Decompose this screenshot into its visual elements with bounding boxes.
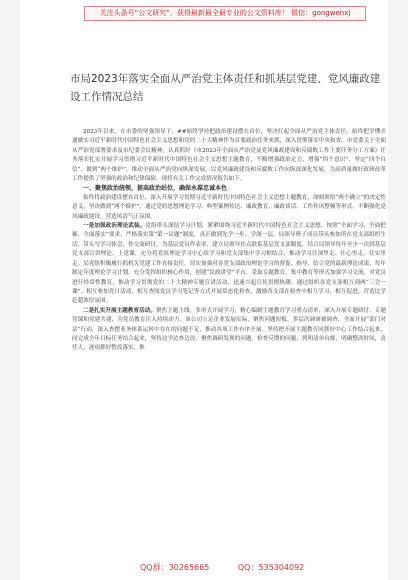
subsection-paragraph: [72, 307, 386, 354]
subsection-text: 聚焦主题主线，多形式开展学习，精心编制主题教育学习重点清单，深入开展专题研讨、专题党课和党建共建，为党员教育注入持续动力。该公司立足企业发展实际，聚焦问题短板，多层次调研被调查，全面开展“部门对话”行动，深入查摆业务体系运转中存在的问题不足，推动各项工作有序开展。坚持把开展主题教育同抓好中心工作结合起来，同完成全年目标任务结合起来，坚持边学边查边改，聚焦调研发现的问题，检查反馈的问题，列明清单台账，明确整改时间，责任人，逐项抓好整改落实，推: [72, 307, 386, 352]
qq-text: QQ：535304092: [237, 563, 305, 572]
section-paragraph: 始终将政治建设摆在首位，深入开展学习贯彻习近平新时代中国特色社会主义思想主题教育，深刻领悟“两个确立”的决定性意义，坚决做到“两个维护”，通过党的思想理论学习、典型案例传达、廉政教育、廉政谈话、工作作风整顿等形式，不断强化党风廉政建设，营造风清气正氛围。: [72, 194, 386, 220]
contact-footer: [140, 562, 360, 573]
subsection-label: 一是加强政治理论武装。: [83, 223, 146, 230]
document-body: [72, 128, 386, 548]
document-page: [20, 0, 388, 580]
qq-group-text: QQ群：30265665: [140, 563, 210, 572]
promo-banner[interactable]: 关注头条号“公文研究”，获得最新最全最专业的公文资料库！ 微信：gongwenxj: [84, 6, 366, 21]
subsection-paragraph: [72, 222, 386, 307]
document-title: 市局2023年落实全面从严治党主体责任和抓基层党建、党风廉政建设工作情况总结: [70, 73, 381, 103]
section-heading: 一、聚焦政治统领，提高政治站位，确保永葆忠诚本色: [83, 185, 228, 193]
subsection-text: 党组带头深钻学习计划，紧紧围绕习近平新时代中国特色社会主义思想，按照“全面学习、全面把握、全面落实”要求，严格落实第“第一议题”制度，真正做到先学一步、学深一层，局领导班子成员带头参加所在党支部组织生活，带头写学习体会、作交流研讨，为基层党员作表率，建立局领导挂点联系基层党支部制度，结合局领导每年至少一次到基层党支部宣讲理论、上党课，充分将党组理论学习中心组学习和党支部集中学习相结合，推动学习往深里走、往心里走、往实里走。局党组积极履行抓机关党建工作直接责任，切实加强对各党支部政治理论学习的督促、指导，结合党的最新理论成果，每年制定年度理论学习计划，充分发挥组织核心作用，创建“民政讲堂”平台，采取专题教育、集中教育等形式加强学习交流，对党员进行经常性教育，推动学习贯彻党的二十大精神专题宣讲活动、迅速兴起宣传贯彻热潮，通过组织各党支部相互到两“三会一课”、相互参加党日活动、相互查阅党员学习笔记等方式开展常态化检查，激励各支部在检查中相互学习，相互促进，营造比学赶超浓厚氛围。: [72, 223, 386, 305]
intro-paragraph: 2023年以来，在市委的坚强领导下，##始终坚持把政治建设摆在首位，坚决扛起全面从严治党主体责任，始终把学懂弄通做实习近平新时代中国特色社会主义思想和党的二十大精神作为首要政治任务来抓，深入贯彻落实中央和省、市党委关于全面从严治党部署要求及市纪委会议精神，认真抓好《市2023年全面从严治党及党风廉政建设和反腐败工作主要任务分工方案》任务落实扎实开展学习贯彻习近平新时代中国特色社会主义思想主题教育，不断增强政治定力，增强“四个意识”、坚定“四个自信”、做到“两个维护”，推动全面从严治党向纵深发展，以党风廉政建设和反腐败工作向纵深深化发展，为高质量做好政研改革工作提供了坚强的政治和纪律保障，现将有关工作完成情况报告如下。: [72, 129, 386, 183]
subsection-label: 二是扎实开展主题教育活动。: [83, 307, 156, 314]
